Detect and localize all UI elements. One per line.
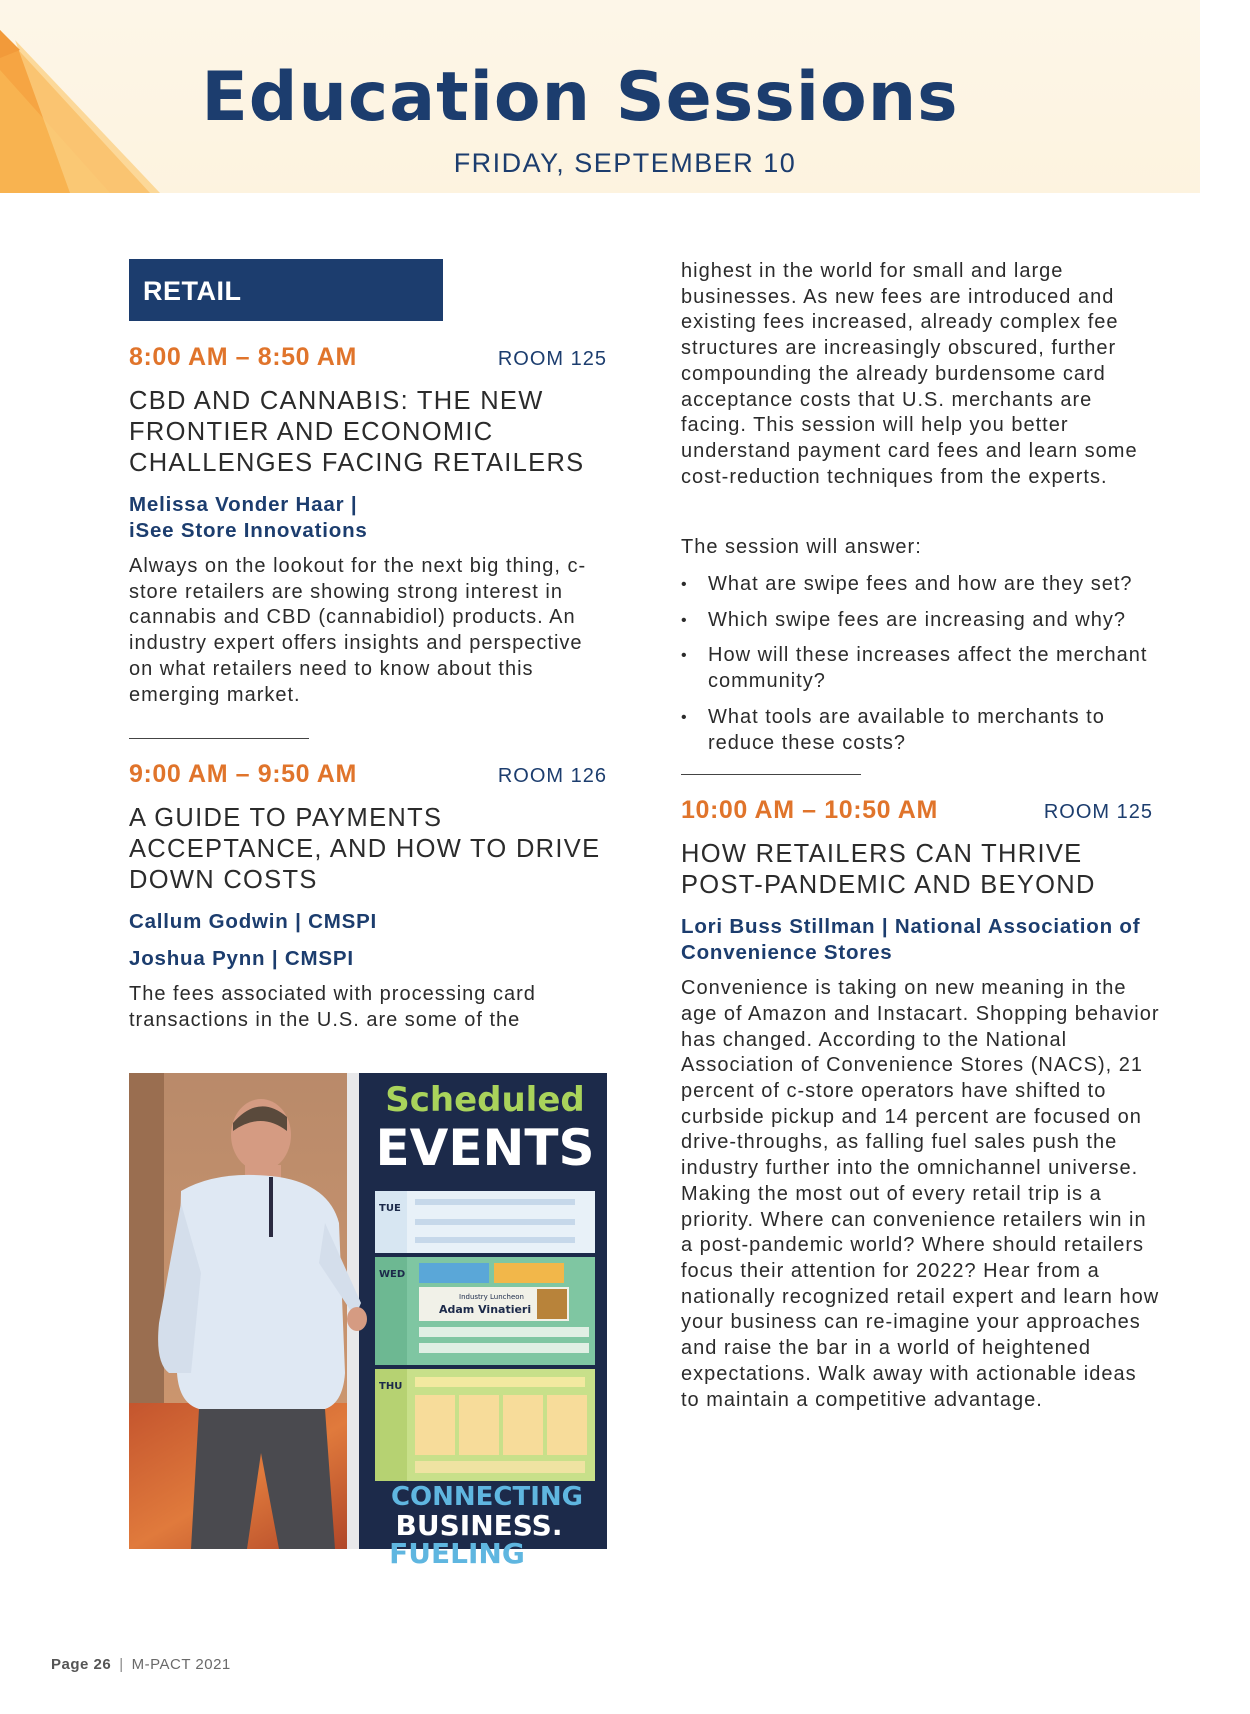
speaker-line: Joshua Pynn | CMSPI: [129, 947, 354, 971]
sign-slogan-1: CONNECTING: [390, 1482, 584, 1512]
speaker-line: Lori Buss Stillman | National Association of Convenience Stores: [681, 915, 1141, 965]
session-time: 9:00 AM – 9:50 AM: [129, 760, 357, 789]
sign-slogan-2: BUSINESS.: [395, 1509, 563, 1542]
list-item: • Which swipe fees are increasing and why?: [681, 608, 1126, 631]
speaker-line: Callum Godwin | CMSPI: [129, 910, 378, 934]
sign-row-tue: TUE: [379, 1203, 401, 1214]
session-description-part1: The fees associated with processing card transactions in the U.S. are some of the: [129, 983, 536, 1031]
track-badge: RETAIL: [129, 259, 443, 321]
session-1: [129, 343, 609, 708]
session-room: ROOM 126: [497, 765, 607, 788]
speaker-name: Melissa Vonder Haar |: [129, 493, 358, 516]
section-divider: [129, 738, 309, 739]
session-time: 8:00 AM – 8:50 AM: [129, 343, 357, 371]
sign-row-wed: WED: [379, 1269, 406, 1280]
footer-separator: |: [119, 1656, 124, 1673]
list-item: • What tools are available to merchants to reduce these costs?: [681, 705, 1105, 754]
list-item: • How will these increases affect the merchant community?: [681, 644, 1148, 693]
section-divider: [681, 774, 861, 775]
session-time: 10:00 AM – 10:50 AM: [681, 796, 938, 825]
sign-luncheon-label: Industry Luncheon: [459, 1293, 524, 1301]
session-2: [129, 760, 609, 1033]
session-description: Always on the lookout for the next big thing, c-store retailers are showing strong interest in cannabis and CBD (cannabidiol) products. An industry expert offers insights and perspective on what retailers need to know about this emerging market.: [129, 555, 587, 706]
event-photo: [129, 1073, 607, 1570]
list-item: • What are swipe fees and how are they set?: [681, 573, 1133, 596]
left-column: [129, 259, 609, 1034]
page-header: [0, 0, 1200, 193]
sign-heading-2: EVENTS: [375, 1119, 595, 1177]
sign-row-thu: THU: [379, 1381, 403, 1392]
sign-heading-1: Scheduled: [385, 1080, 585, 1120]
session-description: Convenience is taking on new meaning in the age of Amazon and Instacart. Shopping behavior has changed. According to the National Association of Convenience Stores (NACS), 21 percent of c-store operators have shifted to curbside pickup and 14 percent are focused on drive-throughs, as falling fuel sales push the industry further into the omnichannel universe. Making the most out of every retail trip is a priority. Where can convenience retailers win in a post-pandemic world? Where should retailers focus their attention for 2022? Hear from a nationally recognized retail expert and learn how your business can re-imagine your approaches and raise the bar in a world of heightened expectations. Walk away with actionable ideas to maintain a competitive advantage.: [681, 977, 1160, 1411]
session-description-part2: highest in the world for small and large businesses. As new fees are introduced and existing fees increased, already complex fee structures are increasingly obscured, further compounding the already burdensome card acceptance costs that U.S. merchants are facing. This session will help you better understand payment card fees and learn some cost-reduction techniques from the experts.: [681, 260, 1138, 488]
publication-name: M-PACT 2021: [131, 1656, 231, 1673]
page-footer: [51, 1656, 231, 1673]
page-date: FRIDAY, SEPTEMBER 10: [453, 148, 797, 178]
page-number: Page 26: [51, 1656, 112, 1673]
answer-intro: The session will answer:: [681, 536, 922, 559]
session-3: [681, 796, 1161, 1413]
session-room: ROOM 125: [497, 348, 607, 370]
session-title: CBD AND CANNABIS: THE NEW FRONTIER AND ECONOMIC CHALLENGES FACING RETAILERS: [129, 387, 585, 477]
sign-slogan-3: FUELING: [389, 1537, 525, 1570]
session-room: ROOM 125: [1043, 801, 1153, 824]
page-title: Education Sessions: [201, 58, 959, 137]
session-title: HOW RETAILERS CAN THRIVE POST-PANDEMIC AND BEYOND: [681, 840, 1096, 900]
sign-luncheon-name: Adam Vinatieri: [439, 1303, 532, 1316]
session-title: A GUIDE TO PAYMENTS ACCEPTANCE, AND HOW TO DRIVE DOWN COSTS: [129, 804, 601, 895]
question-list: [681, 572, 1161, 756]
right-column: [681, 259, 1161, 1413]
speaker-company: iSee Store Innovations: [129, 519, 368, 542]
